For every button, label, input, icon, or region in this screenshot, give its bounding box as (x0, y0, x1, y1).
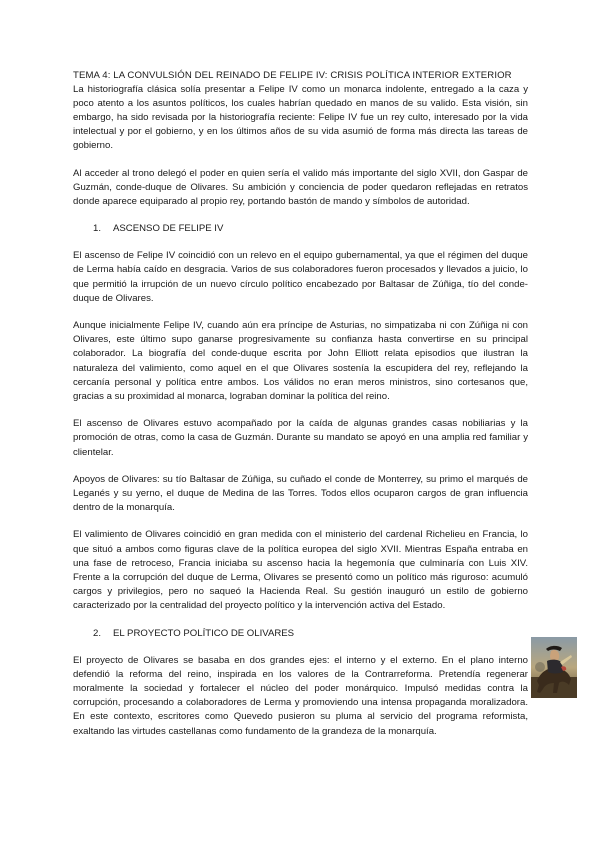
section2-paragraph-1: El proyecto de Olivares se basaba en dos grandes ejes: el interno y el externo. En el plano interno defendió la reforma del reino, inspirada en los valores de la Contrarreforma. Pretendía regenerar moralmente la sociedad y fortalecer el núcleo del poder monárquico. Impulsó medidas contra la corrupción, procesando a colaboradores de Lerma y promoviendo una intensa propaganda moralizadora. En este contexto, escritores como Quevedo pusieron su pluma al servicio del programa reformista, exaltando las virtudes castellanas como fundamento de la grandeza de la monarquía. (73, 654, 528, 737)
intro-paragraph-2: Al acceder al trono delegó el poder en quien sería el valido más importante del siglo XVII, don Gaspar de Guzmán, conde-duque de Olivares. Su ambición y conciencia de poder quedaron reflejadas en retratos donde aparece equiparado al propio rey, portando bastón de mando y símbolos de autoridad. (73, 167, 528, 207)
equestrian-portrait-image (531, 637, 577, 698)
section-heading-1 (73, 222, 528, 236)
section1-paragraph-4: Apoyos de Olivares: su tío Baltasar de Zúñiga, su cuñado el conde de Monterrey, su primo el marqués de Leganés y su yerno, el duque de Medina de las Torres. Todos ellos ocuparon cargos de gran influencia dentro de la monarquía. (73, 473, 528, 514)
section-title-2: EL PROYECTO POLÍTICO DE OLIVARES (113, 627, 295, 639)
section-number-1: 1. (93, 223, 102, 235)
portrait-painting-icon (531, 637, 577, 698)
section1-paragraph-3: El ascenso de Olivares estuvo acompañado por la caída de algunas grandes casas nobiliarias y la promoción de otras, como la casa de Guzmán. Durante su mandato se apoyó en una amplia red familiar y clientelar. (73, 418, 528, 458)
intro-paragraph-1: La historiografía clásica solía presentar a Felipe IV como un monarca indolente, entregado a la caza y poco atento a los asuntos políticos, los cuales habrían quedado en manos de su valido. Esta visión, sin embargo, ha sido revisada por la historiografía reciente: Felipe IV fue un rey culto, interesado por la vida intelectual y por el gobierno, y en los últimos años de su vida asumió de forma más directa las tareas de gobierno. (73, 83, 528, 152)
document-page (73, 70, 528, 739)
section1-paragraph-1: El ascenso de Felipe IV coincidió con un relevo en el equipo gubernamental, ya que el régimen del duque de Lerma había caído en desgracia. Varios de sus colaboradores fueron procesados y llevados a juicio, lo que permitió la irrupción de un nuevo círculo político encabezado por Baltasar de Zúñiga, tío del conde-duque de Olivares. (73, 250, 528, 304)
section-number-2: 2. (93, 627, 102, 639)
section-title-1: ASCENSO DE FELIPE IV (113, 223, 224, 235)
section1-paragraph-5: El valimiento de Olivares coincidió en gran medida con el ministerio del cardenal Richelieu en Francia, lo que situó a ambos como figuras clave de la política europea del siglo XVII. Mientras España entraba en una fase de retroceso, Francia iniciaba su ascenso hacia la hegemonía que culminaría con Luis XIV. Frente a la corrupción del duque de Lerma, Olivares se presentó como un político más riguroso: acumuló cargos y privilegios, pero no saqueó la Hacienda Real. Su gestión inauguró un estilo de gobierno caracterizado por la centralidad del proyecto político y la intervención activa del Estado. (73, 529, 528, 612)
section1-paragraph-2: Aunque inicialmente Felipe IV, cuando aún era príncipe de Asturias, no simpatizaba ni con Zúñiga ni con Olivares, este último supo ganarse progresivamente su confianza hasta convertirse en su principal colaborador. La biografía del conde-duque escrita por John Elliott relata episodios que ilustran la naturaleza del valimiento, como aquel en el que Olivares sostenía la escupidera del rey, reflejando la cercanía personal y política entre ambos. Los válidos no eran meros ministros, sino cortesanos que, gracias a su proximidad al monarca, lograban dominar la política del reino. (73, 319, 528, 402)
document-title: TEMA 4: LA CONVULSIÓN DEL REINADO DE FELIPE IV: CRISIS POLÍTICA INTERIOR EXTERIOR (73, 70, 512, 81)
section-heading-2 (73, 627, 528, 641)
